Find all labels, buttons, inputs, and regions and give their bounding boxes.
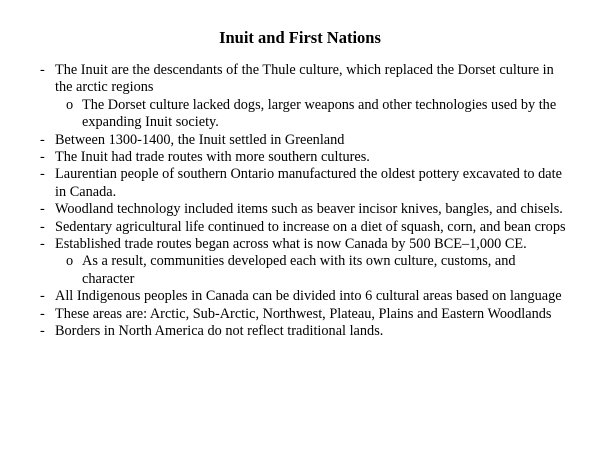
circle-bullet-icon: o xyxy=(66,253,74,270)
list-item: - All Indigenous peoples in Canada can be divided into 6 cultural areas based on language xyxy=(0,288,600,305)
list-item: - The Inuit are the descendants of the Thule culture, which replaced the Dorset culture in the arctic regions xyxy=(0,62,600,97)
list-item: - Borders in North America do not reflect traditional lands. xyxy=(0,323,600,340)
list-item: - The Inuit had trade routes with more southern cultures. xyxy=(0,149,600,166)
bullet-list xyxy=(0,62,600,341)
list-item: - These areas are: Arctic, Sub-Arctic, Northwest, Plateau, Plains and Eastern Woodlands xyxy=(0,306,600,323)
document-title: Inuit and First Nations xyxy=(219,28,381,47)
list-item: - Woodland technology included items such as beaver incisor knives, bangles, and chisels. xyxy=(0,201,600,218)
circle-bullet-icon: o xyxy=(66,96,74,113)
list-item: - Laurentian people of southern Ontario manufactured the oldest pottery excavated to date in Canada. xyxy=(0,166,600,201)
list-item: - Between 1300-1400, the Inuit settled in Greenland xyxy=(0,132,600,149)
list-item: - Sedentary agricultural life continued to increase on a diet of squash, corn, and bean crops xyxy=(0,219,600,236)
sub-list-item xyxy=(0,97,600,132)
list-item: - Established trade routes began across what is now Canada by 500 BCE–1,000 CE. xyxy=(0,236,600,253)
sub-list-item-text: As a result, communities developed each with its own culture, customs, and character xyxy=(82,253,516,287)
sub-list-item-text: The Dorset culture lacked dogs, larger weapons and other technologies used by the expanding Inuit society. xyxy=(82,96,557,131)
sub-list-item xyxy=(0,253,600,288)
